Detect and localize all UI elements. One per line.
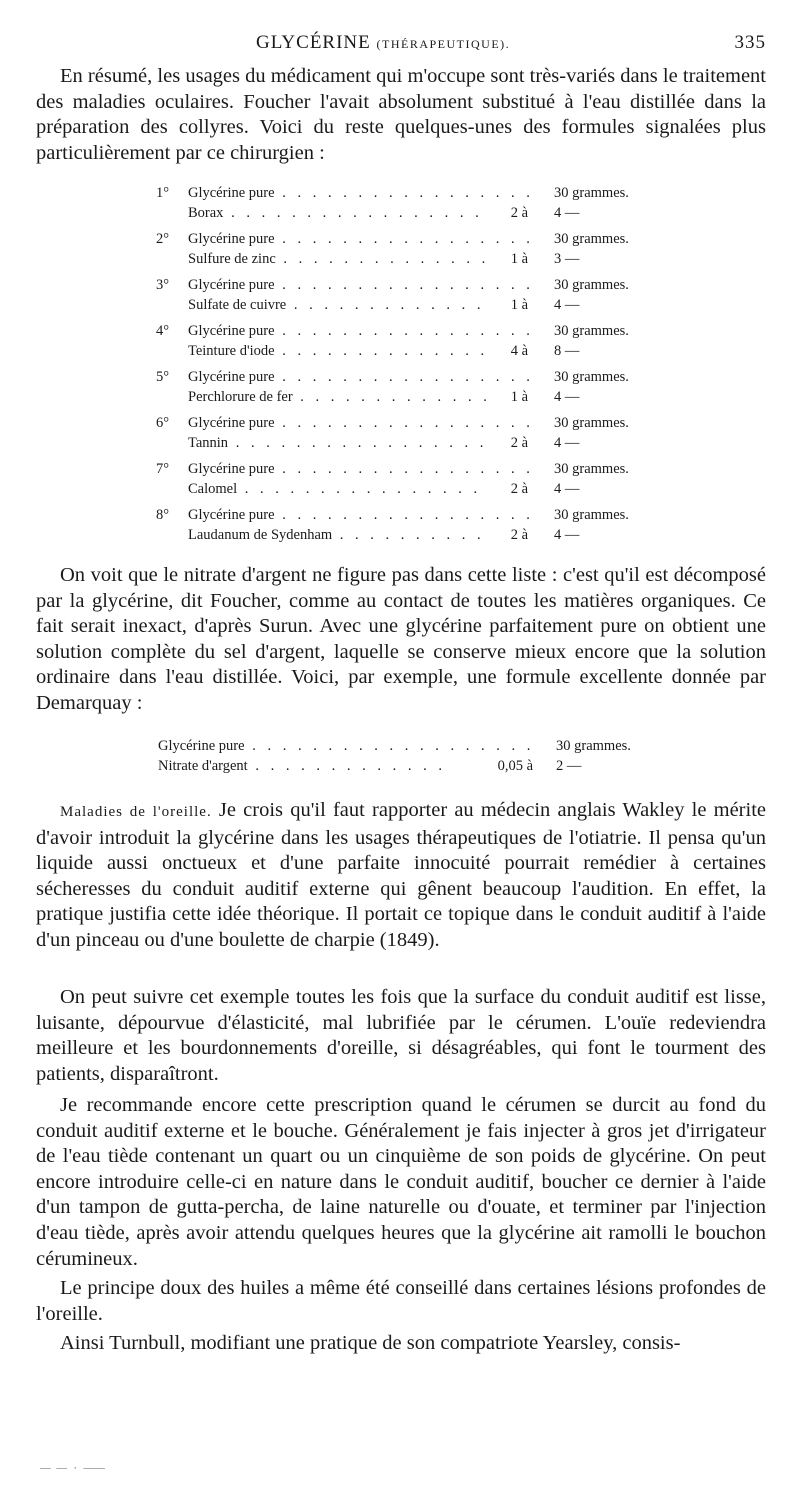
- formula-base-qty: 30 grammes.: [554, 323, 629, 339]
- formula-line-ingredient: [156, 251, 656, 271]
- formula-base-name: [188, 507, 534, 524]
- leader-dots: . . . . . . . . . . . . . . . . .: [274, 507, 534, 523]
- formula-number: 1°: [156, 185, 170, 201]
- paragraph-6: Le principe doux des huiles a même été conseillé dans certaines lésions profondes de l'oreille.: [36, 1277, 766, 1325]
- formula-ingredient-qty: 4 —: [554, 527, 580, 543]
- formula-ingredient-dose: 2 à: [510, 481, 528, 497]
- formula-ingredient-name: [188, 297, 485, 314]
- formula-line-ingredient: [156, 481, 656, 501]
- collyre-formulas-list: [156, 185, 656, 553]
- formula-base-qty: 30 grammes.: [554, 231, 629, 247]
- formula-ingredient-name: [188, 435, 487, 452]
- formula-base-qty: 30 grammes.: [554, 415, 629, 431]
- running-header: [36, 32, 766, 58]
- leader-dots: . . . . . . . . . . . . . . . . .: [274, 369, 534, 385]
- formula-ingredient-label: Perchlorure de fer: [188, 389, 293, 405]
- formula-line-base: [156, 277, 656, 297]
- formula-line-ingredient: [156, 527, 656, 547]
- formula-ingredient-qty: 4 —: [554, 389, 580, 405]
- formula-ingredient-label: Nitrate d'argent: [158, 758, 248, 774]
- formula-ingredient-label: Laudanum de Sydenham: [188, 527, 333, 543]
- formula-number: 5°: [156, 369, 170, 385]
- formula-ingredient-name: [188, 251, 489, 268]
- formula-number: 4°: [156, 323, 170, 339]
- formula-base-name: [158, 738, 534, 755]
- formula-ingredient-label: Sulfate de cuivre: [188, 297, 287, 313]
- formula-ingredient-name: [188, 389, 491, 406]
- paragraph-3: [36, 798, 766, 954]
- formula-ingredient-dose: 2 à: [510, 435, 528, 451]
- section-heading-oreille: Maladies de l'oreille.: [60, 804, 212, 820]
- formula-base-qty: 30 grammes.: [554, 507, 629, 523]
- formula-item: [156, 277, 656, 323]
- formula-ingredient-label: Calomel: [188, 481, 238, 497]
- paragraph-2: On voit que le nitrate d'argent ne figure pas dans cette liste : c'est qu'il est décomposé par la glycérine, dit Foucher, comme au contact de toutes les matières organiques. Ce fait serait inexact, d'après Surun. Avec une glycérine parfaitement pure on obtient une solution complète du sel d'argent, laquelle se conserve mieux encore que la solution ordinaire dans l'eau distillée. Voici, par exemple, une formule excellente donnée par Demarquay :: [36, 564, 766, 714]
- formula-item: [156, 185, 656, 231]
- formula-line-base: [156, 369, 656, 389]
- formula-line-base: [156, 461, 656, 481]
- formula-item: [156, 369, 656, 415]
- formula-item: [156, 415, 656, 461]
- formula-number: 2°: [156, 231, 170, 247]
- paragraph-1: En résumé, les usages du médicament qui m'occupe sont très-variés dans le traitement des maladies oculaires. Foucher l'avait absolument substitué à l'eau distillée dans la préparation des collyres. Voici du reste quelques-unes des formules signalées plus particulièrement par ce chirurgien :: [36, 65, 766, 164]
- formula-ingredient-name: [188, 343, 488, 360]
- formula-line-ingredient: [158, 758, 658, 778]
- formula-ingredient-qty: 8 —: [554, 343, 580, 359]
- formula-base-label: Glycérine pure: [188, 461, 275, 477]
- leader-dots: . . . . . . . . . . . . . .: [275, 251, 490, 267]
- running-title-sub: (THÉRAPEUTIQUE).: [376, 37, 511, 51]
- formula-ingredient-dose: 0,05 à: [497, 758, 533, 774]
- formula-line-base: [156, 415, 656, 435]
- silver-nitrate-formula: [158, 738, 658, 778]
- formula-item: [156, 507, 656, 553]
- running-title-main: GLYCÉRINE: [256, 32, 371, 53]
- formula-item: [156, 323, 656, 369]
- formula-ingredient-name: [188, 205, 483, 222]
- leader-dots: . . . . . . . . . . . . . . . . .: [274, 231, 534, 247]
- formula-base-name: [188, 277, 534, 294]
- formula-ingredient-dose: 1 à: [510, 297, 528, 313]
- formula-base-qty: 30 grammes.: [556, 738, 631, 754]
- formula-ingredient-qty: 4 —: [554, 205, 580, 221]
- leader-dots: . . . . . . . . . . . . . . . .: [237, 481, 482, 497]
- formula-base-qty: 30 grammes.: [554, 369, 629, 385]
- leader-dots: . . . . . . . . . . . . . . . . .: [274, 415, 534, 431]
- formula-base-name: [188, 461, 534, 478]
- formula-line-ingredient: [156, 205, 656, 225]
- leader-dots: . . . . . . . . . . . . . . . . .: [274, 185, 534, 201]
- formula-base-name: [188, 369, 534, 386]
- formula-line-base: [158, 738, 658, 758]
- formula-line-base: [156, 231, 656, 251]
- page-number: 335: [734, 32, 766, 53]
- leader-dots: . . . . . . . . . . . . .: [286, 297, 485, 313]
- leader-dots: . . . . . . . . . . . . . . . . .: [223, 205, 483, 221]
- formula-number: 3°: [156, 277, 170, 293]
- formula-line-ingredient: [156, 435, 656, 455]
- formula-base-label: Glycérine pure: [188, 507, 275, 523]
- formula-ingredient-dose: 2 à: [510, 205, 528, 221]
- leader-dots: . . . . . . . . . . . . .: [247, 758, 446, 774]
- formula-ingredient-label: Borax: [188, 205, 224, 221]
- formula-number: 8°: [156, 507, 170, 523]
- leader-dots: . . . . . . . . . . . . .: [292, 389, 491, 405]
- leader-dots: . . . . . . . . . .: [332, 527, 485, 543]
- formula-line-ingredient: [156, 343, 656, 363]
- formula-base-label: Glycérine pure: [188, 323, 275, 339]
- formula-ingredient-label: Sulfure de zinc: [188, 251, 276, 267]
- formula-base-qty: 30 grammes.: [554, 277, 629, 293]
- leader-dots: . . . . . . . . . . . . . . . . .: [274, 461, 534, 477]
- formula-base-label: Glycérine pure: [158, 738, 245, 754]
- footer-fragment: —— —— · ————: [40, 1464, 106, 1474]
- formula-line-ingredient: [156, 389, 656, 409]
- formula-ingredient-qty: 4 —: [554, 481, 580, 497]
- formula-ingredient-qty: 4 —: [554, 297, 580, 313]
- formula-item: [156, 231, 656, 277]
- leader-dots: . . . . . . . . . . . . . . . . .: [274, 277, 534, 293]
- formula-ingredient-qty: 2 —: [556, 758, 582, 774]
- formula-line-base: [156, 185, 656, 205]
- formula-line-base: [156, 323, 656, 343]
- formula-ingredient-dose: 2 à: [510, 527, 528, 543]
- paragraph-4: On peut suivre cet exemple toutes les fois que la surface du conduit auditif est lisse, luisante, dépourvue d'élasticité, mal lubrifiée par le cérumen. L'ouïe redeviendra meilleure et les bourdonnements d'oreille, si désagréables, qui font le tourment des patients, disparaîtront.: [36, 986, 766, 1085]
- running-title: [256, 32, 510, 54]
- formula-ingredient-dose: 4 à: [510, 343, 528, 359]
- formula-ingredient-name: [188, 527, 485, 544]
- formula-base-label: Glycérine pure: [188, 369, 275, 385]
- formula-ingredient-name: [158, 758, 446, 775]
- formula-ingredient-label: Tannin: [188, 435, 229, 451]
- formula-base-label: Glycérine pure: [188, 277, 275, 293]
- formula-base-name: [188, 185, 534, 202]
- formula-base-name: [188, 231, 534, 248]
- leader-dots: . . . . . . . . . . . . . .: [274, 343, 489, 359]
- formula-base-name: [188, 415, 534, 432]
- formula-ingredient-qty: 3 —: [554, 251, 580, 267]
- formula-item: [156, 461, 656, 507]
- formula-base-qty: 30 grammes.: [554, 461, 629, 477]
- formula-ingredient-qty: 4 —: [554, 435, 580, 451]
- formula-base-label: Glycérine pure: [188, 231, 275, 247]
- formula-line-ingredient: [156, 297, 656, 317]
- formula-ingredient-label: Teinture d'iode: [188, 343, 275, 359]
- formula-base-name: [188, 323, 534, 340]
- formula-number: 6°: [156, 415, 170, 431]
- paragraph-5: Je recommande encore cette prescription quand le cérumen se durcit au fond du conduit auditif externe et le bouche. Généralement je fais injecter à gros jet d'irrigateur de l'eau tiède contenant un quart ou un cinquième de son poids de glycérine. On peut encore introduire celle-ci en nature dans le conduit auditif, boucher ce dernier à l'aide d'un tampon de gutta-percha, de laine naturelle ou d'ouate, et terminer par l'injection d'eau tiède, après avoir attendu quelques heures que la glycérine ait ramolli le bouchon cérumineux.: [36, 1094, 766, 1270]
- formula-ingredient-dose: 1 à: [510, 251, 528, 267]
- formula-base-qty: 30 grammes.: [554, 185, 629, 201]
- formula-base-label: Glycérine pure: [188, 415, 275, 431]
- paragraph-3-text: Je crois qu'il faut rapporter au médecin anglais Wakley le mérite d'avoir introduit la glycérine dans les usages thérapeutiques de l'otiatrie. Il pensa qu'un liquide aussi onctueux et d'une parfaite innocuité pourrait remédier à certaines sécheresses du conduit auditif externe qui gênent beaucoup l'audition. En effet, la pratique justifia cette idée théorique. Il portait ce topique dans le conduit auditif à l'aide d'un pinceau ou d'une boulette de charpie (1849).: [36, 799, 766, 951]
- leader-dots: . . . . . . . . . . . . . . . . .: [228, 435, 488, 451]
- paragraph-7: Ainsi Turnbull, modifiant une pratique de son compatriote Yearsley, consis-: [60, 1332, 681, 1354]
- formula-number: 7°: [156, 461, 170, 477]
- formula-base-label: Glycérine pure: [188, 185, 275, 201]
- formula-ingredient-name: [188, 481, 481, 498]
- formula-ingredient-dose: 1 à: [510, 389, 528, 405]
- formula-line-base: [156, 507, 656, 527]
- leader-dots: . . . . . . . . . . . . . . . . .: [274, 323, 534, 339]
- leader-dots: . . . . . . . . . . . . . . . . . . .: [244, 738, 535, 754]
